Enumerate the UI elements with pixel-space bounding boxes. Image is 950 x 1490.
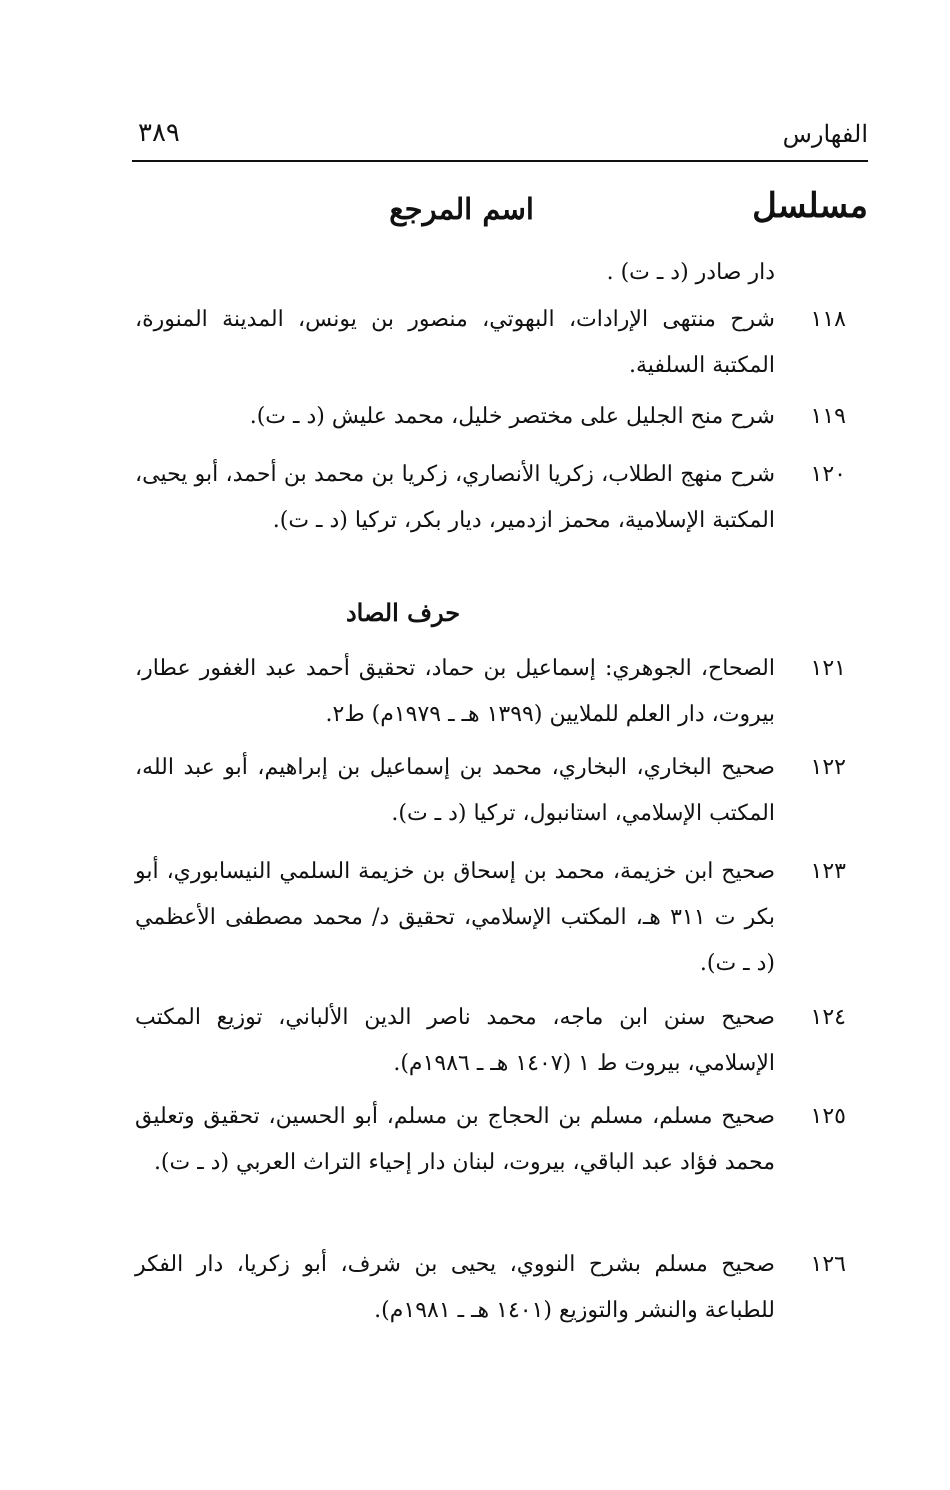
entry-text: صحيح البخاري، البخاري، محمد بن إسماعيل بن إبراهيم، أبو عبد الله، المكتب الإسلامي، استانبول، تركيا (د ـ ت). <box>135 755 775 826</box>
entry-text: صحيح سنن ابن ماجه، محمد ناصر الدين الألباني، توزيع المكتب الإسلامي، بيروت ط ١ (١٤٠٧ هـ ـ ١٩٨٦م). <box>135 1005 775 1076</box>
entry-text: الصحاح، الجوهري: إسماعيل بن حماد، تحقيق أحمد عبد الغفور عطار، بيروت، دار العلم للملايين (١٣٩٩ هـ ـ ١٩٧٩م) ط٢. <box>135 656 775 727</box>
entry-number: ١٢٦ <box>810 1252 846 1277</box>
running-title: الفهارس <box>782 120 868 148</box>
reference-column-heading: اسم المرجع <box>389 192 534 226</box>
entry-number: ١٢٠ <box>810 462 846 487</box>
entry-number: ١٢١ <box>810 656 846 681</box>
section-heading: حرف الصاد <box>345 598 461 627</box>
entry-number: ١٢٥ <box>810 1104 846 1129</box>
entry-number: ١٢٣ <box>810 859 846 884</box>
entry-text: صحيح ابن خزيمة، محمد بن إسحاق بن خزيمة السلمي النيسابوري، أبو بكر ت ٣١١ هـ، المكتب الإسلامي، تحقيق د/ محمد مصطفى الأعظمي (د ـ ت). <box>135 859 776 976</box>
entry-number: ١١٨ <box>810 307 846 332</box>
entry-number: ١٢٤ <box>810 1005 846 1030</box>
page-number: ٣٨٩ <box>138 118 180 148</box>
entry-number: ١١٩ <box>810 404 846 429</box>
continuation-line: دار صادر (د ـ ت) . <box>606 260 775 285</box>
entry-number: ١٢٢ <box>810 755 846 780</box>
entry-text: شرح منتهى الإرادات، البهوتي، منصور بن يونس، المدينة المنورة، المكتبة السلفية. <box>135 307 775 378</box>
serial-column-heading: مسلسل <box>752 186 868 226</box>
entry-text: صحيح مسلم بشرح النووي، يحيى بن شرف، أبو زكريا، دار الفكر للطباعة والنشر والتوزيع (١٤٠١ هـ ـ ١٩٨١م). <box>135 1252 775 1323</box>
entry-text: شرح منح الجليل على مختصر خليل، محمد عليش (د ـ ت). <box>249 404 775 429</box>
entry-text: صحيح مسلم، مسلم بن الحجاج بن مسلم، أبو الحسين، تحقيق وتعليق محمد فؤاد عبد الباقي، بيروت، لبنان دار إحياء التراث العربي (د ـ ت). <box>135 1104 775 1175</box>
header-rule <box>132 160 868 162</box>
entry-text: شرح منهج الطلاب، زكريا الأنصاري، زكريا بن محمد بن أحمد، أبو يحيى، المكتبة الإسلامية، محمز ازدمير، ديار بكر، تركيا (د ـ ت). <box>135 462 776 533</box>
